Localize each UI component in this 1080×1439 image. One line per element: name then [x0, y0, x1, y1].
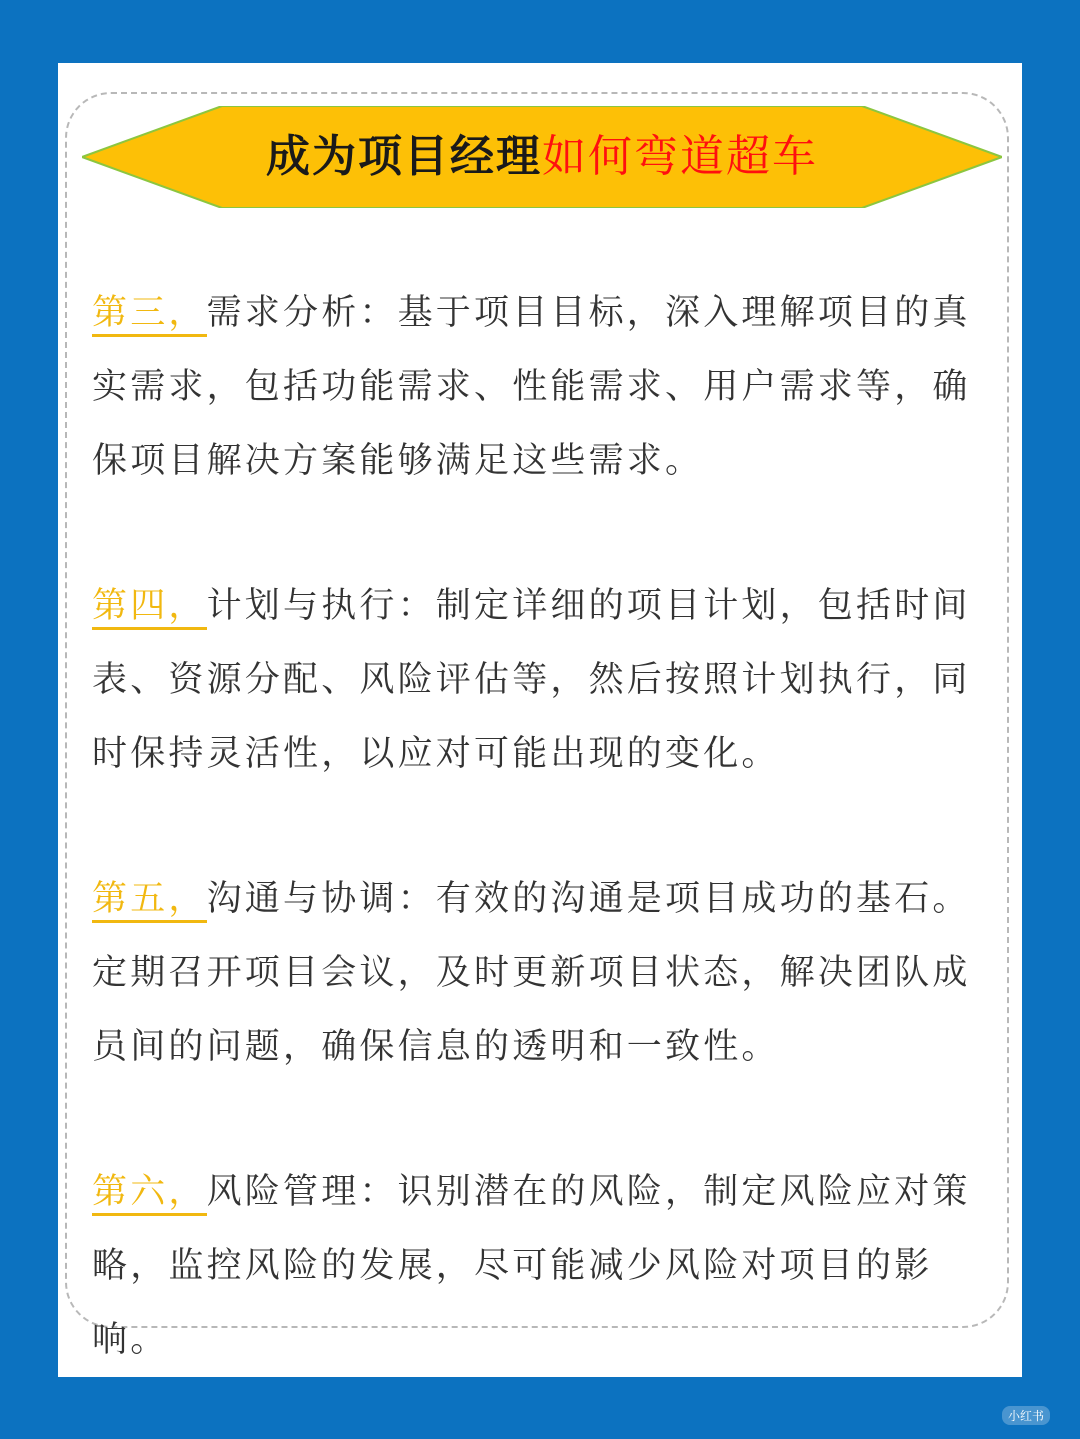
section-text: 沟通与协调：有效的沟通是项目成功的基石。定期召开项目会议，及时更新项目状态，解决团队成员间的问题，确保信息的透明和一致性。	[92, 879, 971, 1067]
section-text: 风险管理：识别潜在的风险，制定风险应对策略，监控风险的发展，尽可能减少风险对项目的影响。	[92, 1172, 971, 1360]
section-label: 第五，	[92, 879, 207, 923]
title-main: 成为项目经理	[266, 131, 542, 182]
section-text: 计划与执行：制定详细的项目计划，包括时间表、资源分配、风险评估等，然后按照计划执行，同时保持灵活性，以应对可能出现的变化。	[92, 586, 971, 774]
section-text: 需求分析：基于项目目标，深入理解项目的真实需求，包括功能需求、性能需求、用户需求等，确保项目解决方案能够满足这些需求。	[92, 293, 971, 481]
title-banner	[82, 106, 1002, 208]
section-5	[92, 862, 992, 1084]
section-3	[92, 276, 992, 498]
page-title	[82, 106, 1002, 208]
section-label: 第三，	[92, 293, 207, 337]
title-highlight: 如何弯道超车	[542, 131, 818, 182]
section-4	[92, 569, 992, 791]
section-label: 第四，	[92, 586, 207, 630]
watermark: 小红书	[1002, 1406, 1050, 1425]
section-label: 第六，	[92, 1172, 207, 1216]
section-6	[92, 1155, 992, 1377]
